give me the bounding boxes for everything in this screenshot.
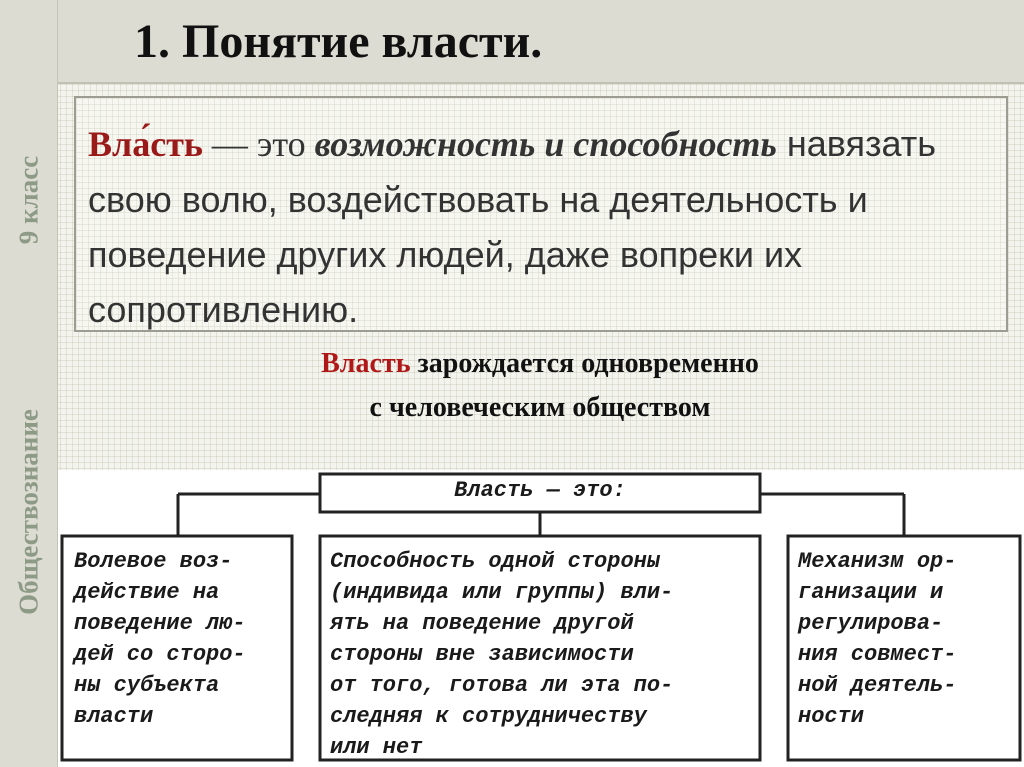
origin-line-1-rest: зарождается одновременно (410, 348, 759, 379)
diagram-box-right-text: Механизм ор- ганизации и регулирова- ния совмест- ной деятель- ности (798, 549, 957, 729)
definition-box (74, 96, 1008, 332)
definition-term: Вла́сть (88, 124, 203, 164)
origin-term: Власть (321, 348, 411, 379)
origin-line-1 (120, 342, 960, 386)
sidebar-grade-label: 9 класс (13, 155, 44, 245)
header-bar (58, 0, 1024, 84)
diagram-box-center-text: Способность одной стороны (индивида или группы) вли- ять на поведение другой стороны вне зависимости от того, готова ли эта по- следняя к сотрудничеству или нет (330, 549, 674, 760)
power-definition-diagram (58, 470, 1024, 767)
page-title: 1. Понятие власти. (134, 15, 543, 68)
definition-rest: навязать свою волю, воздействовать на деятельность и поведение других людей, даже вопреки их сопротивлению. (88, 123, 936, 330)
sidebar-subject-label: Обществознание (13, 409, 44, 615)
sidebar-strip (0, 0, 58, 767)
origin-statement (120, 342, 960, 430)
definition-emphasis: возможность и способность (314, 124, 777, 164)
definition-text (88, 116, 998, 337)
origin-line-2: с человеческим обществом (369, 392, 711, 423)
diagram-root-label: Власть — это: (454, 478, 626, 503)
diagram-box-left-text: Волевое воз- действие на поведение лю- дей со сторо- ны субъекта власти (74, 549, 246, 729)
definition-connector: — это (202, 124, 315, 164)
